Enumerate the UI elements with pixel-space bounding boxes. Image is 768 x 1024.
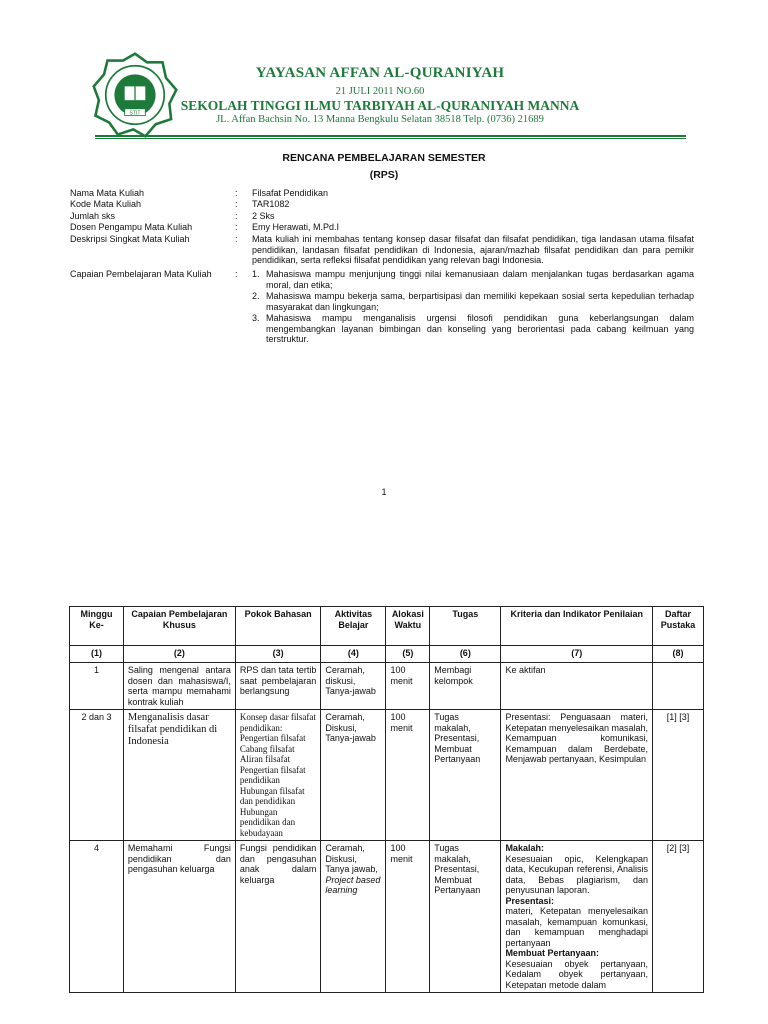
task-cell: Membagi kelompok xyxy=(430,663,501,710)
capaian-item xyxy=(252,269,694,290)
header-cell: Minggu Ke- xyxy=(70,607,124,646)
capaian-list xyxy=(252,269,694,346)
criteria-text: Kesesuaian obyek pertanyaan, Kedalam obyek pertanyaan, Ketepatan metode dalam xyxy=(505,958,649,990)
activity-text-italic: Project based learning xyxy=(325,874,381,895)
header-cell: Tugas xyxy=(430,607,501,646)
week-cell: 2 dan 3 xyxy=(70,710,124,841)
week-cell: 1 xyxy=(70,663,124,710)
colon: : xyxy=(235,199,238,209)
column-number-row xyxy=(70,646,704,663)
table-row xyxy=(70,710,704,841)
logo-text: STIT xyxy=(129,110,141,117)
reference-cell: [2] [3] xyxy=(653,841,704,993)
pokok-cell: Fungsi pendidikan dan pengasuhan anak dalam keluarga xyxy=(235,841,320,993)
document-subtitle: (RPS) xyxy=(369,169,399,181)
founding-date: 21 JULI 2011 NO.60 xyxy=(335,86,425,97)
criteria-cell: Ke aktifan xyxy=(501,663,653,710)
dosen-value: Emy Herawati, M.Pd.I xyxy=(252,222,340,232)
header-cell: Capaian Pembelajaran Khusus xyxy=(123,607,235,646)
cp-cell: Memahami Fungsi pendidikan dan pengasuhan keluarga xyxy=(123,841,235,993)
colon: : xyxy=(235,269,238,279)
activity-cell: Ceramah, diskusi, Tanya-jawab xyxy=(321,663,386,710)
deskripsi-value: Mata kuliah ini membahas tentang konsep dasar filsafat dan filsafat pendidikan, tiga landasan utama filsafat pendidikan, landasan filsafat pendidikan di Indonesia, ajaran/mazhab filsafat pendidikan dan para pemikir pendidikan, serta refleksi filsafat pendidikan yang relevan bagi Indonesia. xyxy=(252,234,694,265)
document-title: RENCANA PEMBELAJARAN SEMESTER xyxy=(282,152,486,164)
page-number: 1 xyxy=(381,487,387,497)
criteria-heading: Makalah: xyxy=(505,843,544,853)
task-cell: Tugas makalah, Presentasi, Membuat Pertanyaan xyxy=(430,710,501,841)
reference-cell xyxy=(653,663,704,710)
item-number: 1. xyxy=(252,269,260,279)
cp-cell: Menganalisis dasar filsafat pendidikan di Indonesia xyxy=(123,710,235,841)
header-cell: Daftar Pustaka xyxy=(653,607,704,646)
college-logo xyxy=(92,52,178,138)
college-name: SEKOLAH TINGGI ILMU TARBIYAH AL-QURANIYAH MANNA xyxy=(180,98,580,113)
dosen-label: Dosen Pengampu Mata Kuliah xyxy=(70,222,193,232)
header-rule-thick xyxy=(95,135,686,137)
colon: : xyxy=(235,222,238,232)
number-cell: (2) xyxy=(123,646,235,663)
kode-value: TAR1082 xyxy=(252,199,290,209)
capaian-item xyxy=(252,313,694,345)
number-cell: (8) xyxy=(653,646,704,663)
item-text: Mahasiswa mampu bekerja sama, berpartisipasi dan memiliki kepekaan sosial serta kepedulian terhadap masyarakat dan lingkungan; xyxy=(266,291,694,312)
criteria-heading: Membuat Pertanyaan: xyxy=(505,948,599,958)
criteria-text: Kesesuaian opic, Kelengkapan data, Kecukupan referensi, Analisis data, Bebas plagiarism, dan penyusunan laporan. xyxy=(505,853,649,895)
number-cell: (7) xyxy=(501,646,653,663)
item-number: 2. xyxy=(252,291,260,301)
time-cell: 100 menit xyxy=(386,663,430,710)
header-cell: Alokasi Waktu xyxy=(386,607,430,646)
nama-value: Filsafat Pendidikan xyxy=(252,188,329,198)
time-cell: 100 menit xyxy=(386,841,430,993)
activity-cell xyxy=(321,841,386,993)
header-cell: Kriteria dan Indikator Penilaian xyxy=(501,607,653,646)
colon: : xyxy=(235,188,238,198)
week-cell: 4 xyxy=(70,841,124,993)
table-row xyxy=(70,841,704,993)
number-cell: (5) xyxy=(386,646,430,663)
reference-cell: [1] [3] xyxy=(653,710,704,841)
rps-table xyxy=(69,606,704,993)
kode-label: Kode Mata Kuliah xyxy=(70,199,142,209)
college-address: JL. Affan Bachsin No. 13 Manna Bengkulu Selatan 38518 Telp. (0736) 21689 xyxy=(216,114,544,125)
cp-cell: Saling mengenal antara dosen dan mahasiswa/I, serta mampu memahami kontrak kuliah xyxy=(123,663,235,710)
item-text: Mahasiswa mampu menganalisis urgensi filosofi pendidikan guna keberlangsungan dalam mengembangkan layanan bimbingan dan konseling yang berorientasi pada cabang keilmuan yang terstruktur. xyxy=(266,313,694,344)
sks-value: 2 Sks xyxy=(252,211,275,221)
activity-text: Ceramah, Diskusi, Tanya jawab, xyxy=(325,843,378,874)
item-text: Mahasiswa mampu menjunjung tinggi nilai kemanusiaan dalam menjalankan tugas berdasarkan agama moral, dan etika; xyxy=(266,269,694,290)
number-cell: (6) xyxy=(430,646,501,663)
number-cell: (3) xyxy=(235,646,320,663)
number-cell: (1) xyxy=(70,646,124,663)
deskripsi-label: Deskripsi Singkat Mata Kuliah xyxy=(70,234,190,244)
capaian-label: Capaian Pembelajaran Mata Kuliah xyxy=(70,269,212,279)
time-cell: 100 menit xyxy=(386,710,430,841)
criteria-cell: Presentasi: Penguasaan materi, Ketepatan menyelesaikan masalah, Kemampuan komunikasi, Kemampuan dalam Berdebate, Menjawab pertanyaan, Kesimpulan xyxy=(501,710,653,841)
item-number: 3. xyxy=(252,313,260,323)
table-row xyxy=(70,663,704,710)
activity-cell: Ceramah, Diskusi, Tanya-jawab xyxy=(321,710,386,841)
header-cell: Aktivitas Belajar xyxy=(321,607,386,646)
colon: : xyxy=(235,234,238,244)
number-cell: (4) xyxy=(321,646,386,663)
nama-label: Nama Mata Kuliah xyxy=(70,188,145,198)
pokok-cell: RPS dan tata tertib saat pembelajaran berlangsung xyxy=(235,663,320,710)
criteria-heading: Presentasi: xyxy=(505,895,554,906)
table-header-row xyxy=(70,607,704,646)
colon: : xyxy=(235,211,238,221)
capaian-item xyxy=(252,291,694,312)
pokok-cell: Konsep dasar filsafat pendidikan: Pengertian filsafat Cabang filsafat Aliran filsafat Pengertian filsafat pendidikan Hubungan filsafat dan pendidikan Hubungan pendidikan dan kebudayaan xyxy=(235,710,320,841)
header-cell: Pokok Bahasan xyxy=(235,607,320,646)
sks-label: Jumlah sks xyxy=(70,211,116,221)
task-cell: Tugas makalah, Presentasi, Membuat Pertanyaan xyxy=(430,841,501,993)
criteria-cell xyxy=(501,841,653,993)
criteria-text: materi, Ketepatan menyelesaikan masalah, kemampuan komunkasi, dan kemampuan menghadapi pertanyaan xyxy=(505,906,649,948)
header-rule-thin xyxy=(95,138,686,139)
foundation-name: YAYASAN AFFAN AL-QURANIYAH xyxy=(255,65,505,81)
